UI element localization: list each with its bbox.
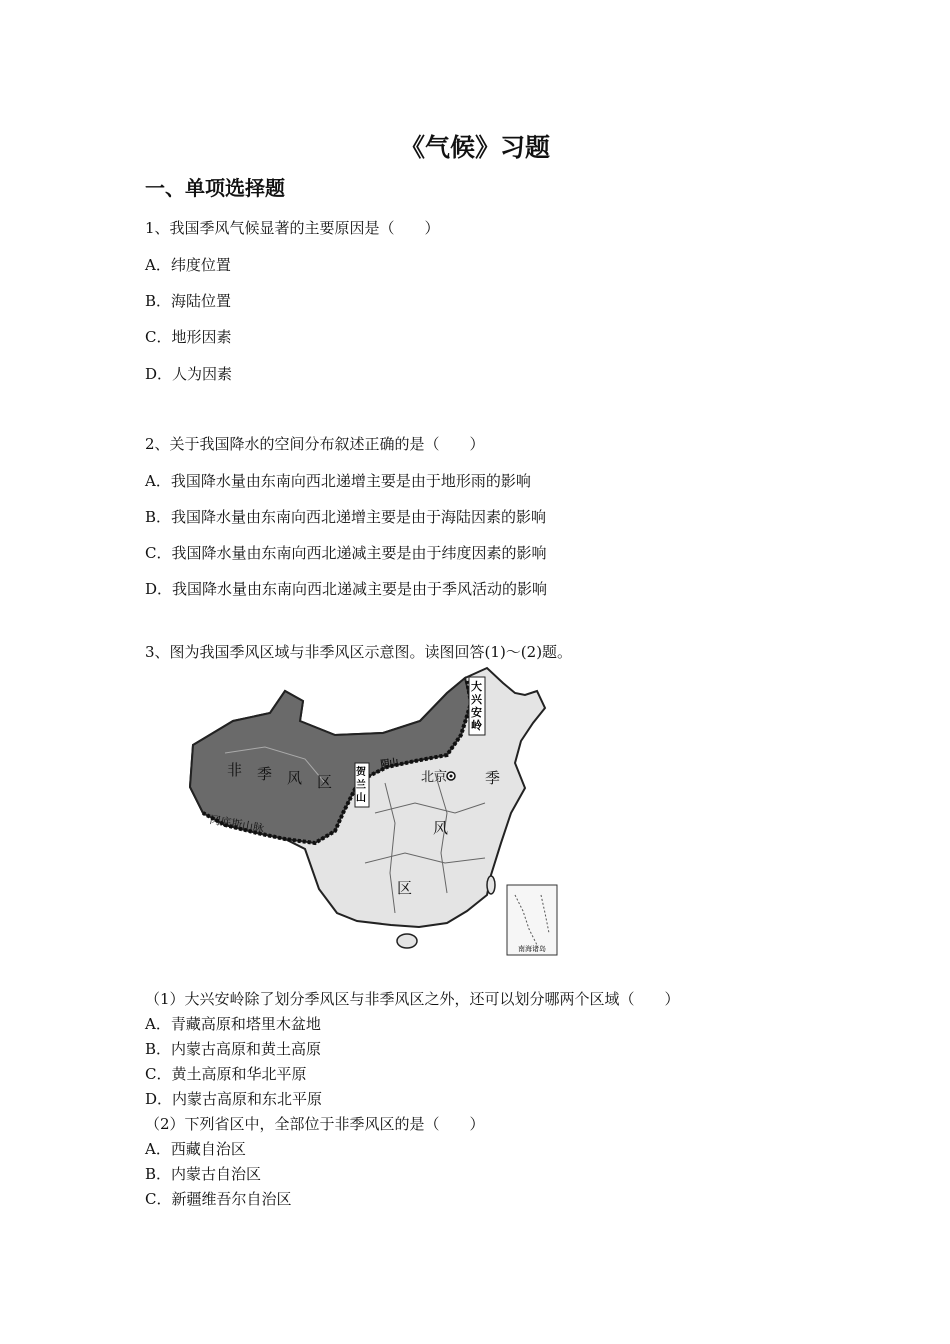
monsoon-label-3: 区 bbox=[397, 879, 413, 897]
q3-sub2-option-c: C．新疆维吾尔自治区 bbox=[145, 1190, 292, 1208]
q3-sub2-option-b: B．内蒙古自治区 bbox=[145, 1165, 262, 1183]
gangdise-label: 冈底斯山脉 bbox=[208, 813, 265, 836]
q2-option-c: C．我国降水量由东南向西北递减主要是由于纬度因素的影响 bbox=[145, 544, 547, 562]
q1-option-b: B．海陆位置 bbox=[145, 292, 232, 310]
nonmonsoon-label-2: 季 bbox=[257, 765, 273, 783]
q3-sub2-stem: （2）下列省区中，全部位于非季风区的是（ ） bbox=[145, 1115, 485, 1133]
q3-sub1-option-b: B．内蒙古高原和黄土高原 bbox=[145, 1040, 322, 1058]
q3-sub1-option-d: D．内蒙古高原和东北平原 bbox=[145, 1090, 323, 1108]
q2-option-b: B．我国降水量由东南向西北递增主要是由于海陆因素的影响 bbox=[145, 508, 547, 526]
daxinganling-label-2: 兴 bbox=[471, 693, 482, 706]
q1-option-c: C．地形因素 bbox=[145, 328, 232, 346]
daxinganling-label-1: 大 bbox=[471, 680, 482, 693]
nonmonsoon-label-4: 区 bbox=[317, 773, 333, 791]
nonmonsoon-label-3: 风 bbox=[287, 769, 303, 787]
helanshan-label-1: 贺 bbox=[356, 767, 366, 778]
q1-option-d: D．人为因素 bbox=[145, 365, 233, 383]
helanshan-label-2: 兰 bbox=[356, 780, 366, 791]
q3-sub1-stem: （1）大兴安岭除了划分季风区与非季风区之外，还可以划分哪两个区域（ ） bbox=[145, 990, 680, 1008]
q3-sub1-option-c: C．黄土高原和华北平原 bbox=[145, 1065, 307, 1083]
yinshan-label: 阴山 bbox=[380, 757, 400, 770]
daxinganling-label-4: 岭 bbox=[471, 719, 482, 732]
taiwan-island bbox=[487, 876, 495, 894]
section-heading: 一、单项选择题 bbox=[145, 176, 285, 200]
daxinganling-label-3: 安 bbox=[471, 706, 482, 719]
monsoon-label-2: 风 bbox=[433, 819, 449, 837]
q3-sub2-option-a: A．西藏自治区 bbox=[145, 1140, 246, 1158]
q1-stem: 1、我国季风气候显著的主要原因是（ ） bbox=[145, 219, 440, 237]
monsoon-label-1: 季 bbox=[485, 769, 501, 787]
q2-option-d: D．我国降水量由东南向西北递减主要是由于季风活动的影响 bbox=[145, 580, 548, 598]
hainan-island bbox=[397, 934, 417, 948]
nonmonsoon-label-1: 非 bbox=[227, 761, 243, 779]
page-title: 《气候》习题 bbox=[399, 133, 550, 162]
q2-option-a: A．我国降水量由东南向西北递增主要是由于地形雨的影响 bbox=[145, 472, 531, 490]
q2-stem: 2、关于我国降水的空间分布叙述正确的是（ ） bbox=[145, 435, 485, 453]
nanhai-label: 南海诸岛 bbox=[518, 945, 546, 953]
q3-sub1-option-a: A．青藏高原和塔里木盆地 bbox=[145, 1015, 321, 1033]
helanshan-label-3: 山 bbox=[356, 793, 366, 804]
q3-stem: 3、图为我国季风区域与非季风区示意图。读图回答(1)～(2)题。 bbox=[145, 643, 573, 661]
beijing-label: 北京 bbox=[421, 770, 448, 785]
q1-option-a: A．纬度位置 bbox=[145, 256, 231, 274]
monsoon-region-map bbox=[185, 663, 565, 963]
